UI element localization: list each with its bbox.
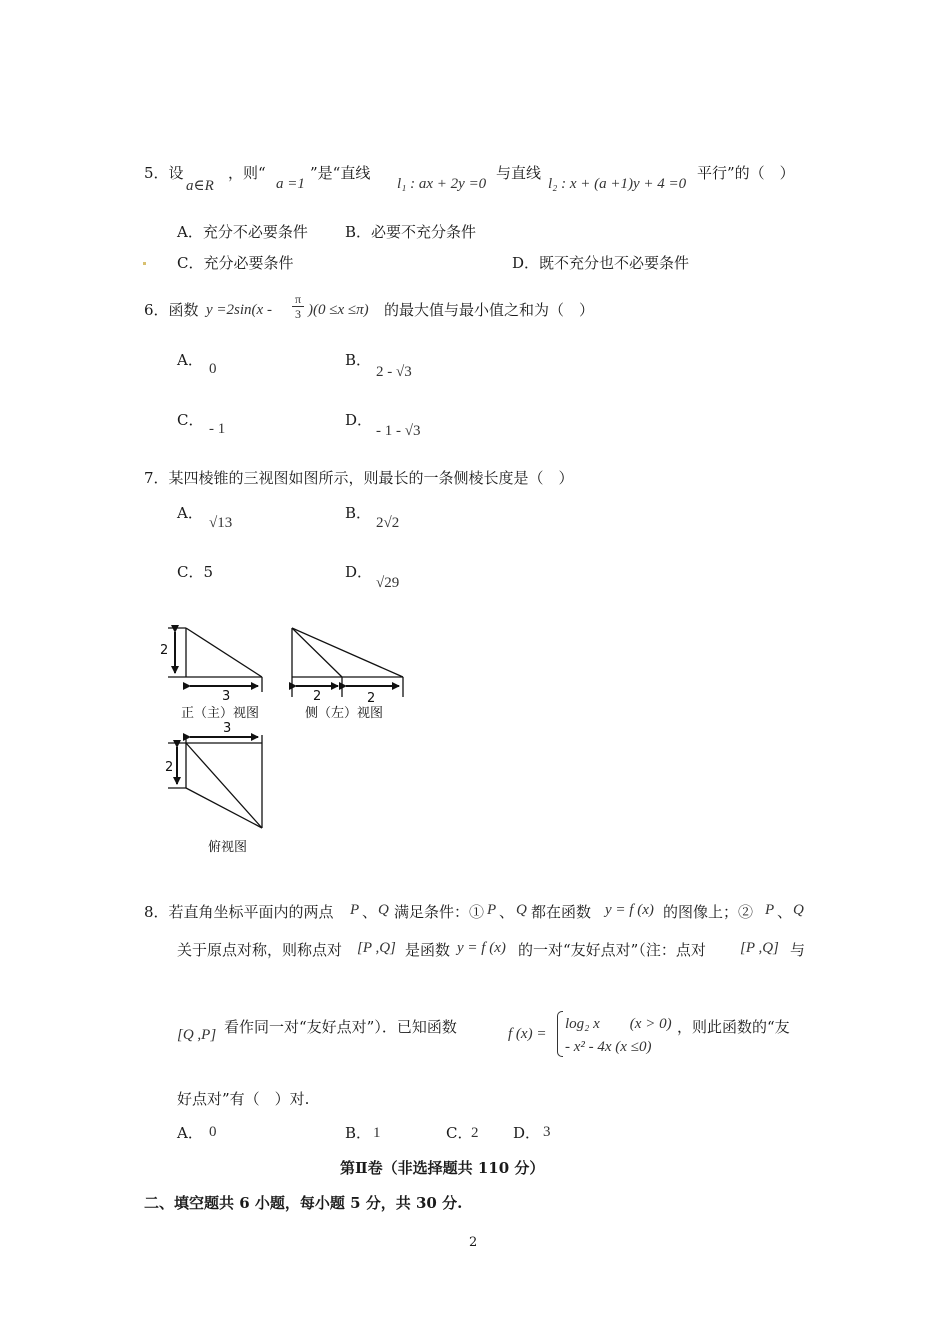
q6-option-d-value: - 1 - √3 xyxy=(376,423,421,439)
q8-point-p-2: P xyxy=(487,902,497,918)
q6-fraction-numerator: π xyxy=(294,292,302,306)
front-view-slant-edge xyxy=(186,628,262,677)
piecewise-brace xyxy=(557,1011,563,1057)
side-view-left-label: 2 xyxy=(313,689,322,704)
q6-option-a-label: A． xyxy=(177,351,203,369)
q8-option-a-label: A． xyxy=(177,1124,203,1142)
q7-option-d-value: √29 xyxy=(376,575,400,591)
front-view xyxy=(168,628,262,692)
front-view-height-label: 2 xyxy=(160,643,169,658)
q6-option-a-value: 0 xyxy=(209,361,217,377)
q7-option-a-label: A． xyxy=(177,504,203,522)
front-view-caption: 正（主）视图 xyxy=(181,706,260,721)
q8-line1-graph: 的图像上；② xyxy=(663,903,754,921)
q8-point-p-3: P xyxy=(765,902,775,918)
q6-function-rhs: )(0 ≤x ≤π) xyxy=(308,302,369,318)
q7-option-c: C．5 xyxy=(177,563,214,581)
q8-option-a-value: 0 xyxy=(209,1124,217,1140)
q6-option-b-label: B． xyxy=(345,351,372,369)
side-view xyxy=(292,628,403,697)
q8-line1-on-function: 都在函数 xyxy=(531,903,592,921)
q6-number: 6．函数 xyxy=(144,301,199,319)
q8-separator-3: 、 xyxy=(777,903,793,921)
q7-option-b-label: B． xyxy=(345,504,372,522)
q6-option-b-value: 2 - √3 xyxy=(376,364,412,380)
side-view-right-label: 2 xyxy=(367,691,376,706)
q5-condition-a-eq-1: a =1 xyxy=(276,176,305,192)
q8-point-q-2: Q xyxy=(516,902,527,918)
page-number: 2 xyxy=(469,1235,478,1250)
q8-function-y-fx-2: y = f (x) xyxy=(457,940,506,956)
top-view-diagonal xyxy=(186,743,262,828)
q5-line-l1: l₁ : ax + 2y =0 xyxy=(397,176,487,192)
q5-text-is-line: ”是“直线 xyxy=(310,164,371,182)
q8-option-b-value: 1 xyxy=(373,1125,381,1141)
q8-pair-pq: [P ,Q] xyxy=(357,940,396,956)
q6-fraction-denominator: 3 xyxy=(292,306,304,321)
q8-piecewise-lhs: f (x) = xyxy=(508,1026,547,1042)
q5-option-a: A．充分不必要条件 xyxy=(177,223,308,241)
q8-line2-is-function: 是函数 xyxy=(405,941,451,959)
q8-separator: 、 xyxy=(362,903,378,921)
top-view-bottom-slant xyxy=(186,788,262,828)
top-view-caption: 俯视图 xyxy=(208,840,248,855)
q5-option-c: C．充分必要条件 xyxy=(177,254,294,272)
q8-pair-qp: [Q ,P] xyxy=(177,1027,217,1043)
section2-title: 第Ⅱ卷（非选择题共 110 分） xyxy=(340,1159,545,1177)
q8-separator-2: 、 xyxy=(499,903,515,921)
q7-option-d-label: D． xyxy=(345,563,373,581)
q7-option-b-value: 2√2 xyxy=(376,515,400,531)
q8-line2-and: 与 xyxy=(790,941,806,959)
q6-question-tail: 的最大值与最小值之和为（ ） xyxy=(384,301,595,319)
q8-option-c-label: C． xyxy=(446,1124,473,1142)
q8-line3-start: 看作同一对“友好点对”）．已知函数 xyxy=(224,1018,457,1036)
side-view-caption: 侧（左）视图 xyxy=(305,706,384,721)
q7-option-a-value: √13 xyxy=(209,515,233,531)
q8-line1-condition: 满足条件：① xyxy=(394,903,485,921)
q8-point-q-3: Q xyxy=(793,902,804,918)
q5-text-parallel: 平行”的（ ） xyxy=(697,164,795,182)
q8-pair-pq-2: [P ,Q] xyxy=(740,940,779,956)
q8-option-b-label: B． xyxy=(345,1124,372,1142)
q5-text-and-line: 与直线 xyxy=(496,164,542,182)
q8-line2-start: 关于原点对称，则称点对 xyxy=(177,941,343,959)
top-view-width-label: 3 xyxy=(223,721,232,736)
front-view-width-label: 3 xyxy=(222,689,231,704)
q5-condition-a-in-r: a∈R xyxy=(186,178,214,194)
q5-option-b: B．必要不充分条件 xyxy=(345,223,477,241)
side-view-long-slant xyxy=(292,628,403,677)
q8-point-q: Q xyxy=(378,902,389,918)
q8-line1-start: 8．若直角坐标平面内的两点 xyxy=(144,903,334,921)
top-view-height-label: 2 xyxy=(165,760,174,775)
q7-question: 7．某四棱锥的三视图如图所示，则最长的一条侧棱长度是（ ） xyxy=(144,469,574,487)
side-view-short-slant xyxy=(292,628,342,677)
q5-line-l2: l₂ : x + (a +1)y + 4 =0 xyxy=(548,176,687,192)
q8-point-p: P xyxy=(350,902,360,918)
top-view xyxy=(168,735,262,828)
section2-heading: 二、填空题共 6 小题，每小题 5 分，共 30 分. xyxy=(144,1194,463,1212)
q6-option-c-value: - 1 xyxy=(209,421,226,437)
q5-number: 5．设 xyxy=(144,164,184,182)
q8-line2-friendly-pair: 的一对“友好点对”（注：点对 xyxy=(518,941,706,959)
q5-text-then: ，则“ xyxy=(228,164,266,182)
q8-piecewise-case1: log₂ x (x > 0) xyxy=(565,1016,672,1032)
q6-option-d-label: D． xyxy=(345,411,373,429)
q8-line4: 好点对”有（ ）对. xyxy=(177,1090,310,1108)
q6-function-lhs: y =2sin(x - xyxy=(206,302,272,318)
q8-option-d-value: 3 xyxy=(543,1124,551,1140)
q8-piecewise-case2: - x² - 4x (x ≤0) xyxy=(565,1039,652,1055)
q5-option-d: D．既不充分也不必要条件 xyxy=(512,254,690,272)
q8-line3-end: ，则此函数的“友 xyxy=(677,1018,790,1036)
q8-option-d-label: D． xyxy=(513,1124,541,1142)
q8-function-y-fx: y = f (x) xyxy=(605,902,654,918)
q6-option-c-label: C． xyxy=(177,411,204,429)
q8-option-c-value: 2 xyxy=(471,1125,479,1141)
